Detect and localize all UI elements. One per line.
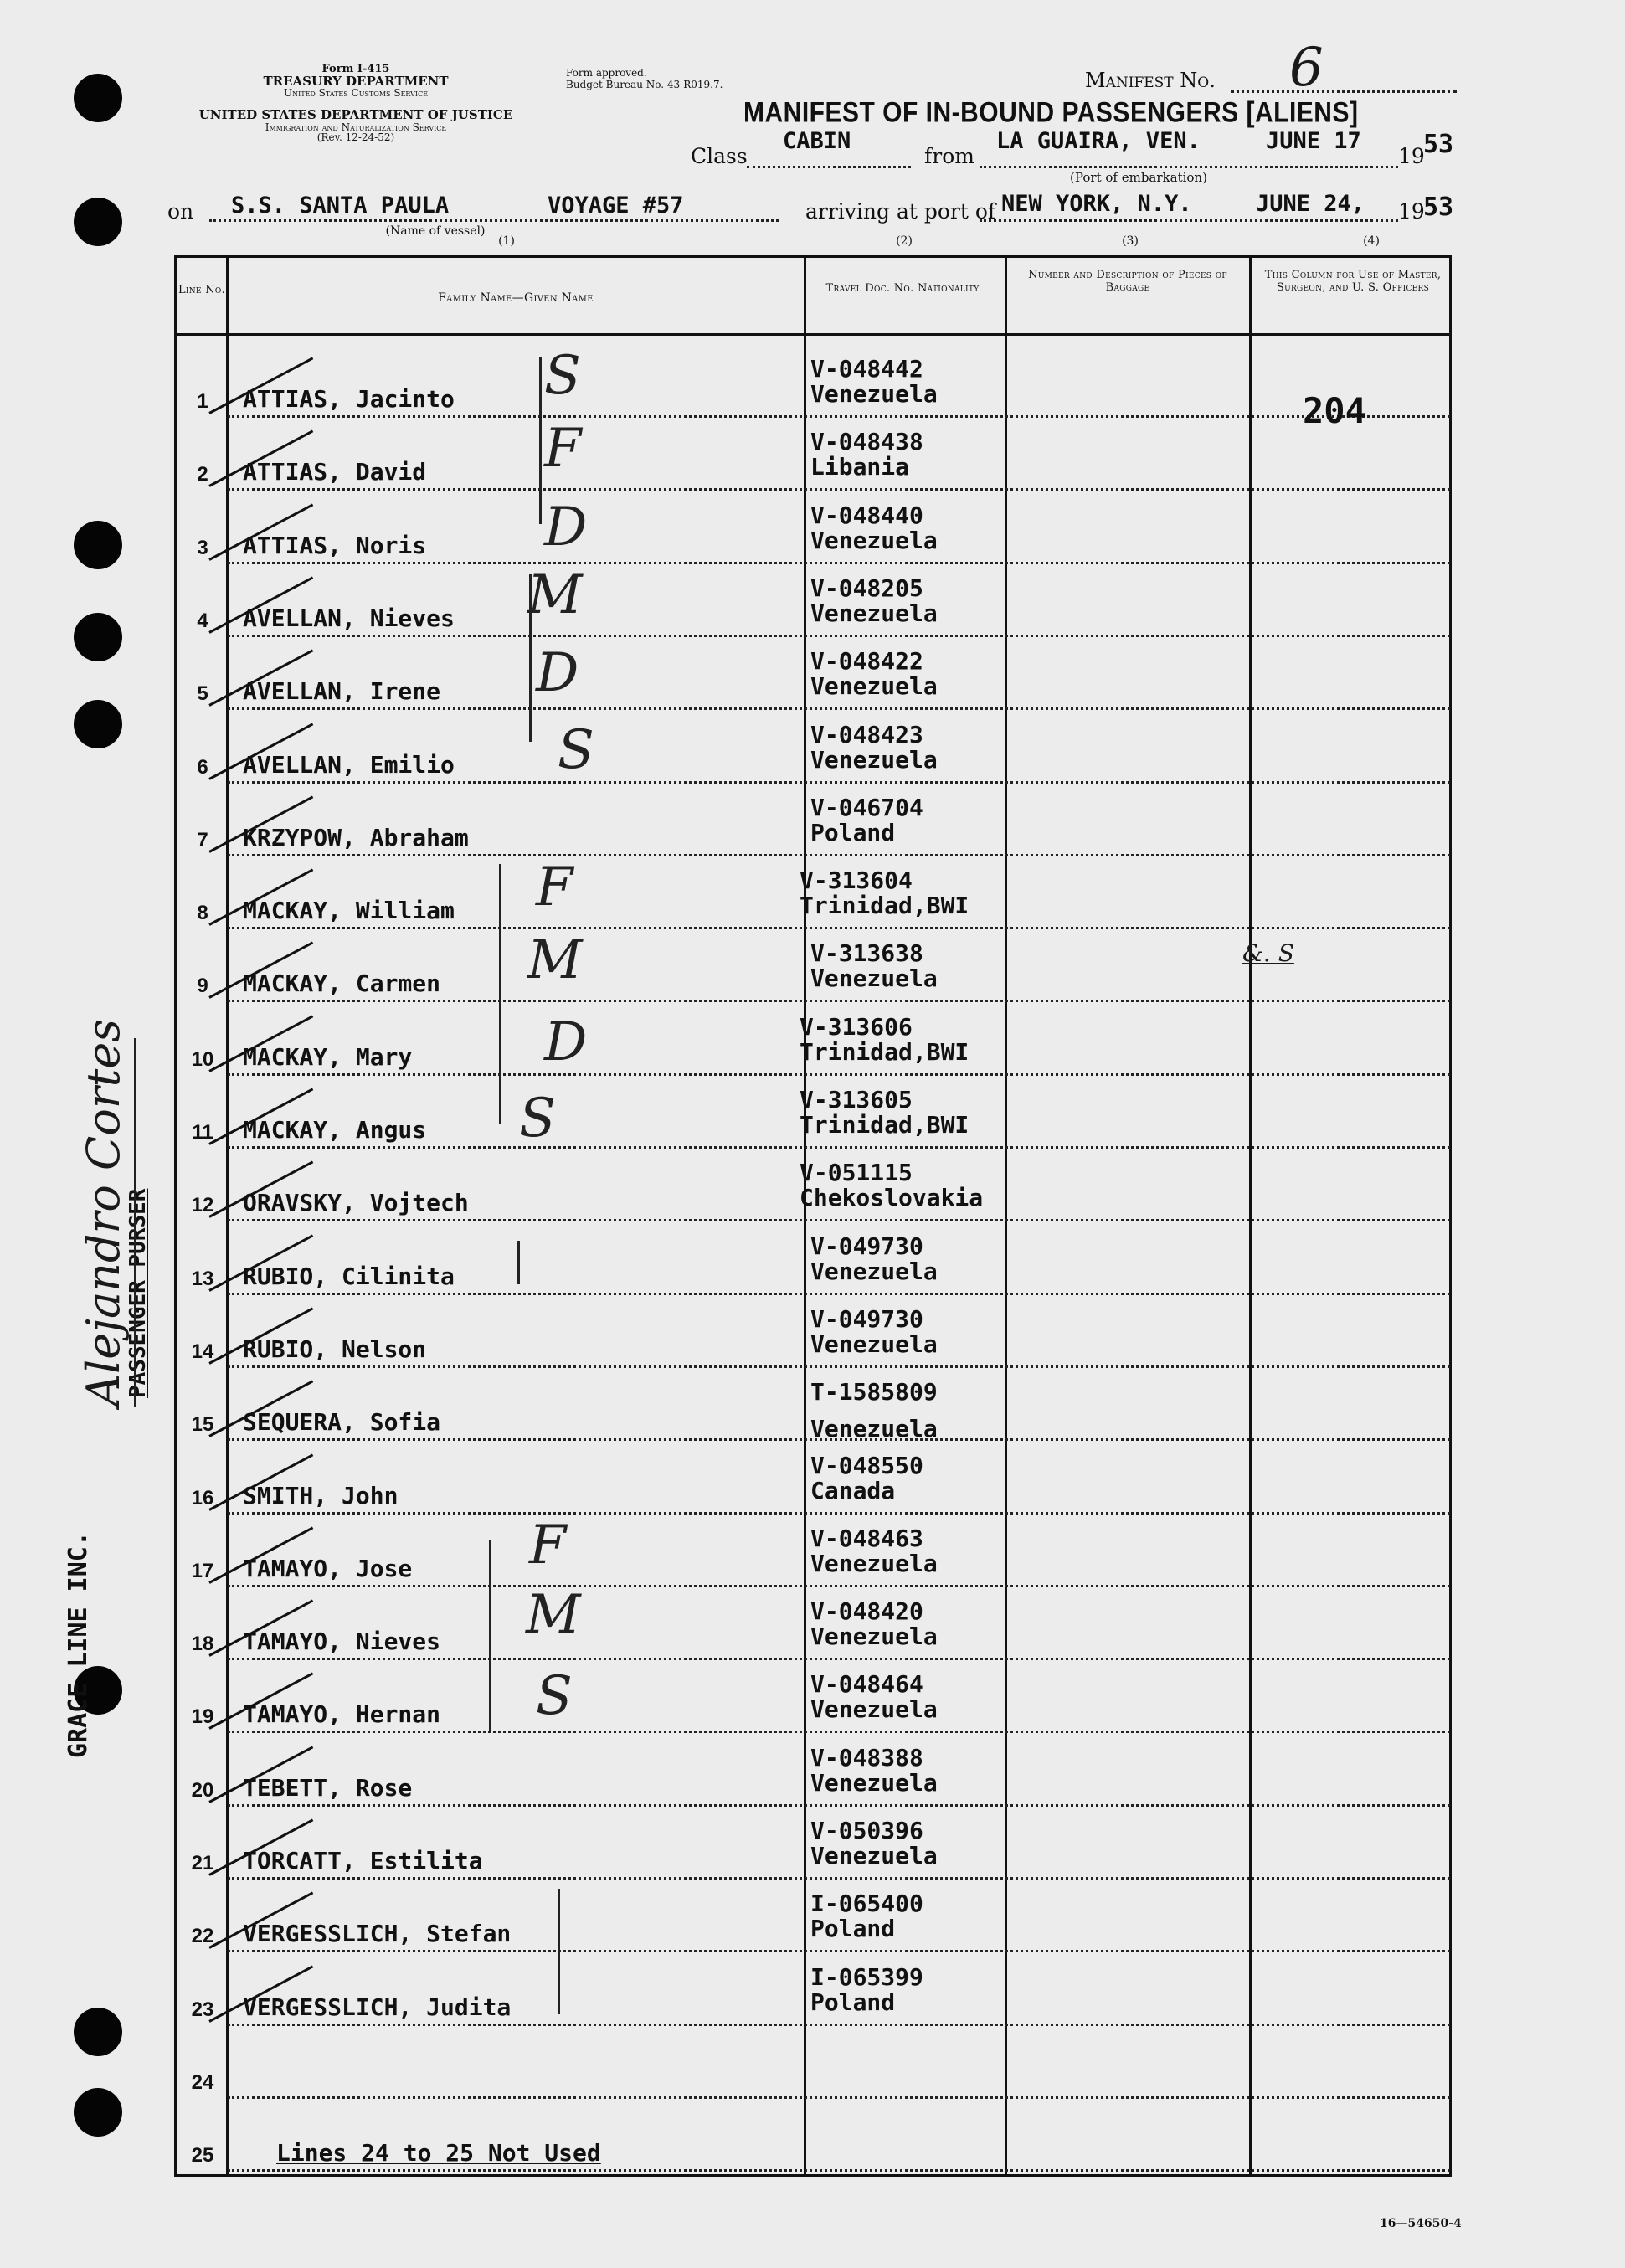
nationality: Poland [810, 818, 896, 846]
embark-port: LA GUAIRA, VEN. [996, 128, 1201, 154]
row-line-number: 22 [191, 1925, 214, 1948]
travel-doc-number: V-051115 [800, 1159, 913, 1187]
row-divider [228, 2024, 1450, 2026]
row-line-number: 18 [191, 1633, 214, 1656]
row-divider [228, 1146, 1450, 1149]
travel-doc-number: I-065399 [810, 1962, 923, 1991]
family-bracket [539, 357, 542, 524]
travel-document [810, 795, 923, 846]
passenger-name: AVELLAN, Emilio [243, 750, 455, 779]
passenger-name: RUBIO, Nelson [243, 1335, 427, 1363]
passenger-name: AVELLAN, Nieves [243, 604, 455, 632]
travel-doc-number: V-048388 [810, 1743, 923, 1772]
row-divider [228, 1804, 1450, 1807]
punch-hole [74, 2008, 122, 2056]
signature-underline [134, 1038, 136, 1407]
travel-document [810, 1304, 938, 1358]
nationality: Venezuela [810, 1623, 938, 1651]
on-label: on [167, 199, 194, 224]
travel-doc-number: V-048463 [810, 1524, 923, 1552]
passenger-name: MACKAY, Angus [243, 1116, 427, 1144]
punch-hole [74, 198, 122, 246]
row-divider [228, 2169, 1450, 2172]
family-bracket [499, 864, 501, 1124]
row-line-number: 24 [191, 2070, 214, 2094]
class-line [747, 166, 911, 168]
row-divider [228, 707, 1450, 710]
arrival-line [980, 219, 1398, 222]
travel-doc-number: I-065400 [810, 1890, 923, 1918]
side-company: GRACE LINE INC. [64, 1531, 93, 1758]
ins-label: Immigration and Naturalization Service [265, 121, 447, 133]
col-head-doc: Travel Doc. No. Nationality [825, 282, 980, 295]
row-line-number: 20 [191, 1778, 214, 1802]
col-divider-doc [1005, 258, 1007, 2174]
passenger-name: MACKAY, William [243, 897, 455, 925]
col-divider-name [804, 258, 806, 2174]
year-suffix-2: 53 [1423, 193, 1454, 222]
justice-label: UNITED STATES DEPARTMENT OF JUSTICE [198, 106, 513, 122]
punch-hole [74, 700, 122, 748]
row-line-number: 1 [197, 390, 208, 413]
row-line-number: 13 [191, 1267, 214, 1290]
family-bracket [558, 1889, 560, 2014]
relationship-mark: F [544, 418, 582, 481]
nationality: Venezuela [810, 1257, 938, 1285]
travel-document [810, 1818, 938, 1869]
col-divider-lineno [226, 258, 229, 2174]
travel-doc-number: V-049730 [810, 1304, 923, 1333]
relationship-mark: S [536, 1665, 573, 1728]
manifest-title: MANIFEST OF IN-BOUND PASSENGERS [ALIENS] [743, 96, 1359, 129]
manifest-no-label: Manifest No. [1085, 69, 1216, 92]
travel-doc-number: V-048422 [810, 647, 923, 676]
travel-doc-number: V-313605 [800, 1086, 913, 1113]
nationality: Venezuela [810, 672, 938, 701]
relationship-mark: S [558, 718, 594, 781]
manifest-no-line [1231, 90, 1457, 93]
row-divider [228, 1073, 1450, 1076]
side-title: PASSENGER PURSER [126, 1188, 151, 1398]
unused-lines-note: Lines 24 to 25 Not Used [276, 2139, 601, 2168]
nationality: Trinidad,BWI [800, 1111, 969, 1139]
travel-document [810, 1599, 938, 1649]
travel-doc-number: V-048440 [810, 501, 923, 529]
form-agency-block [163, 64, 548, 143]
officer-mark: &. S [1242, 939, 1294, 967]
punch-hole [74, 613, 122, 661]
row-line-number: 9 [197, 975, 208, 998]
nationality: Poland [810, 1988, 896, 2016]
row-divider [228, 1950, 1450, 1952]
treasury-label: TREASURY DEPARTMENT [263, 73, 449, 89]
travel-doc-number: V-048550 [810, 1451, 923, 1479]
row-line-number: 23 [191, 1998, 214, 2021]
nationality: Venezuela [810, 380, 938, 408]
row-divider [228, 1877, 1450, 1880]
revision-label: (Rev. 12-24-52) [316, 131, 395, 144]
travel-document [810, 720, 938, 774]
officer-count: 204 [1303, 390, 1366, 431]
passenger-name: AVELLAN, Irene [243, 677, 441, 706]
travel-doc-number: V-046704 [810, 793, 923, 821]
row-line-number: 19 [191, 1705, 214, 1729]
nationality: Venezuela [810, 1768, 938, 1797]
year-prefix-2: 19 [1398, 199, 1425, 224]
row-divider [228, 781, 1450, 784]
travel-doc-number: V-048442 [810, 355, 923, 383]
year-prefix-1: 19 [1398, 144, 1425, 168]
row-divider [228, 2096, 1450, 2099]
family-bracket [529, 574, 532, 742]
form-approved-block [566, 67, 723, 91]
passenger-name: TEBETT, Rose [243, 1773, 413, 1802]
passenger-name: VERGESSLICH, Stefan [243, 1920, 512, 1948]
row-divider [228, 415, 1450, 418]
col-caption-2: (2) [896, 234, 913, 248]
travel-document [800, 1012, 969, 1066]
row-line-number: 11 [192, 1121, 213, 1144]
travel-document [810, 1891, 923, 1941]
travel-document [810, 1962, 923, 2016]
travel-document [810, 1380, 938, 1442]
travel-document [810, 503, 938, 553]
row-divider [228, 1293, 1450, 1295]
row-line-number: 6 [197, 755, 208, 779]
travel-document [810, 941, 938, 991]
row-divider [228, 1658, 1450, 1660]
row-line-number: 21 [191, 1852, 214, 1875]
arrival-date: JUNE 24, [1256, 191, 1365, 217]
nationality: Venezuela [810, 526, 938, 554]
row-divider [228, 1000, 1450, 1002]
travel-document [810, 1234, 938, 1284]
travel-doc-number: V-048464 [810, 1670, 923, 1699]
relationship-mark: D [544, 1011, 588, 1073]
row-line-number: 25 [191, 2144, 214, 2168]
travel-document [810, 1743, 938, 1797]
relationship-mark: F [529, 1514, 567, 1576]
family-bracket [489, 1540, 491, 1733]
travel-doc-number: V-313638 [810, 939, 923, 968]
col-caption-3: (3) [1122, 234, 1139, 248]
row-divider [228, 1365, 1450, 1368]
row-line-number: 4 [197, 609, 208, 632]
relationship-mark: D [536, 642, 579, 705]
arrival-port: NEW YORK, N.Y. [1001, 191, 1192, 217]
passenger-name: ATTIAS, Jacinto [243, 385, 455, 413]
passenger-name: SEQUERA, Sofia [243, 1408, 441, 1437]
passenger-name: ATTIAS, David [243, 458, 427, 486]
from-label: from [924, 144, 974, 168]
row-line-number: 2 [197, 463, 208, 486]
col-caption-1: (1) [498, 234, 515, 248]
row-line-number: 7 [197, 828, 208, 851]
passenger-name: TAMAYO, Hernan [243, 1700, 441, 1729]
passenger-name: SMITH, John [243, 1481, 399, 1509]
nationality: Canada [810, 1476, 896, 1504]
travel-doc-number: V-048438 [810, 428, 923, 456]
year-suffix-1: 53 [1423, 130, 1454, 159]
nationality: Trinidad,BWI [800, 1037, 969, 1066]
row-line-number: 12 [191, 1194, 214, 1217]
passenger-name: TAMAYO, Jose [243, 1554, 413, 1582]
travel-doc-number: T-1585809 [810, 1378, 938, 1407]
family-bracket [517, 1241, 520, 1284]
relationship-mark: M [527, 929, 583, 992]
col-divider-baggage [1249, 258, 1252, 2174]
port-embark-caption: (Port of embarkation) [1070, 170, 1207, 185]
form-approved: Form approved. [566, 67, 647, 79]
travel-doc-number: V-048420 [810, 1597, 923, 1626]
row-divider [228, 635, 1450, 637]
passenger-name: ORAVSKY, Vojtech [243, 1189, 469, 1217]
nationality: Trinidad,BWI [800, 892, 969, 920]
travel-doc-number: V-049730 [810, 1232, 923, 1260]
row-line-number: 17 [191, 1559, 214, 1582]
row-line-number: 3 [197, 536, 208, 559]
header-divider [174, 333, 1452, 336]
row-divider [228, 1219, 1450, 1221]
passenger-name: TORCATT, Estilita [243, 1847, 483, 1875]
relationship-mark: M [526, 1584, 581, 1647]
travel-document [800, 1088, 969, 1138]
col-caption-4: (4) [1363, 234, 1380, 248]
passenger-name: MACKAY, Carmen [243, 969, 441, 998]
travel-document [810, 357, 938, 407]
travel-document [800, 1160, 983, 1211]
row-divider [228, 1512, 1450, 1515]
passenger-name: RUBIO, Cilinita [243, 1262, 455, 1290]
row-divider [228, 1585, 1450, 1587]
row-divider [228, 927, 1450, 929]
row-divider [228, 1731, 1450, 1733]
nationality: Chekoslovakia [800, 1184, 984, 1212]
manifest-no-value: 6 [1289, 37, 1324, 99]
footer-code: 16—54650-4 [1380, 2217, 1462, 2230]
class-label: Class [691, 144, 748, 168]
punch-hole [74, 521, 122, 569]
vessel-line [209, 219, 779, 222]
nationality: Venezuela [810, 1415, 938, 1443]
row-divider [228, 562, 1450, 564]
travel-doc-number: V-313606 [800, 1012, 913, 1041]
travel-document [810, 429, 923, 480]
col-head-officers: This Column for Use of Master, Surgeon, and U. S. Officers [1264, 269, 1442, 294]
vessel-name: S.S. SANTA PAULA [231, 193, 450, 219]
relationship-mark: F [536, 856, 573, 919]
budget-bureau: Budget Bureau No. 43-R019.7. [566, 79, 723, 91]
relationship-mark: D [544, 496, 588, 558]
voyage-number: VOYAGE #57 [548, 193, 684, 219]
nationality: Venezuela [810, 745, 938, 774]
row-line-number: 15 [191, 1413, 214, 1437]
nationality: Venezuela [810, 1329, 938, 1358]
travel-document [810, 1672, 938, 1722]
row-line-number: 8 [197, 902, 208, 925]
travel-document [810, 1526, 938, 1576]
travel-document [810, 573, 938, 627]
passenger-name: TAMAYO, Nieves [243, 1628, 441, 1656]
travel-document [800, 868, 969, 918]
travel-doc-number: V-313604 [800, 867, 913, 895]
nationality: Venezuela [810, 1549, 938, 1577]
travel-doc-number: V-050396 [810, 1817, 923, 1844]
nationality: Venezuela [810, 599, 938, 627]
passenger-name: ATTIAS, Noris [243, 531, 427, 559]
passenger-name: VERGESSLICH, Judita [243, 1993, 512, 2021]
travel-document [810, 649, 938, 699]
row-line-number: 16 [191, 1486, 214, 1509]
nationality: Venezuela [810, 964, 938, 993]
class-value: CABIN [783, 128, 851, 154]
arriving-label: arriving at port of [805, 199, 996, 224]
travel-doc-number: V-048423 [810, 720, 923, 748]
travel-document [810, 1453, 923, 1504]
passenger-name: MACKAY, Mary [243, 1042, 413, 1071]
punch-hole [74, 74, 122, 122]
row-line-number: 10 [191, 1047, 214, 1071]
nationality: Venezuela [810, 1695, 938, 1724]
row-line-number: 14 [191, 1340, 214, 1363]
embark-date: JUNE 17 [1266, 128, 1361, 154]
nationality: Libania [810, 453, 910, 481]
travel-doc-number: V-048205 [810, 573, 923, 602]
row-divider [228, 854, 1450, 856]
col-head-name: Family Name—Given Name [438, 291, 594, 305]
nationality: Venezuela [810, 1842, 938, 1869]
relationship-mark: S [519, 1088, 556, 1149]
relationship-mark: M [527, 563, 583, 626]
vessel-caption: (Name of vessel) [385, 224, 486, 238]
from-line [980, 166, 1398, 168]
relationship-mark: S [544, 345, 581, 407]
punch-hole [74, 2088, 122, 2137]
col-head-baggage: Number and Description of Pieces of Baggage [1028, 269, 1227, 294]
row-divider [228, 488, 1450, 491]
row-line-number: 5 [197, 682, 208, 706]
customs-label: United States Customs Service [283, 87, 429, 100]
purser-signature: Alejandro Cortes [77, 1018, 130, 1407]
nationality: Poland [810, 1915, 896, 1943]
form-number: Form I-415 [321, 63, 390, 75]
col-head-lineno: Line No. [177, 284, 226, 296]
passenger-name: KRZYPOW, Abraham [243, 823, 469, 851]
